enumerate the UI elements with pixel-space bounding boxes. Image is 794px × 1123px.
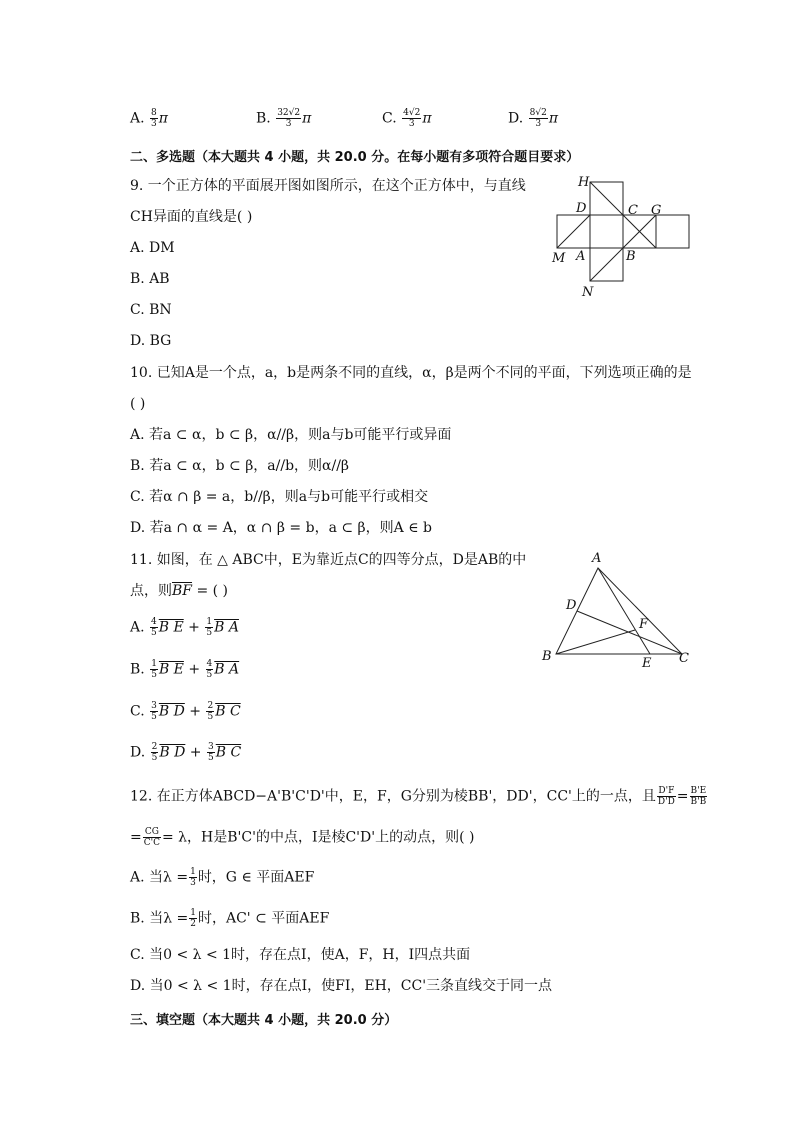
q9-stem-line1: 9. 一个正方体的平面展开图如图所示，在这个正方体中，与直线 xyxy=(130,178,526,194)
q8-option-a: A. $\frac{8}{3}$ π xyxy=(130,108,168,129)
section-2-heading: 二、多选题（本大题共 4 小题，共 20.0 分。在每小题有多项符合题目要求） xyxy=(130,150,580,165)
label-a: A xyxy=(576,249,586,264)
q9-option-d: D. BG xyxy=(130,333,172,349)
q9-option-c: C. BN xyxy=(130,302,172,318)
q10-option-b: B. 若a ⊂ α，b ⊂ β，a//b，则α//β xyxy=(130,458,350,474)
q11-option-d: D. $\frac{2}{5}$ B D + $\frac{3}{5}$ B C xyxy=(130,742,242,763)
q8-option-c: C. $\frac{4√2}{3}$ π xyxy=(382,108,432,129)
q10-stem-line1: 10. 已知A是一个点，a，b是两条不同的直线，α，β是两个不同的平面，下列选项正确的是 xyxy=(130,365,692,381)
q12-stem-line1: 12. 在正方体ABCD−A'B'C'D'中，E，F，G分别为棱BB'，DD'，CC'上的一点，且 $\frac{D'F}{D'D}$ = $\frac{B'E}{B'B}$ xyxy=(130,786,707,807)
label-d: D xyxy=(566,598,577,613)
section-3-heading: 三、填空题（本大题共 4 小题，共 20.0 分） xyxy=(130,1013,398,1028)
label-b: B xyxy=(626,249,636,264)
q11-option-c: C. $\frac{3}{5}$ B D + $\frac{2}{5}$ B C xyxy=(130,701,241,722)
label-f: F xyxy=(639,617,649,632)
label-h: H xyxy=(578,175,590,190)
q11-stem-line1: 11. 如图，在 △ ABC中，E为靠近点C的四等分点，D是AB的中 xyxy=(130,552,527,568)
label-d: D xyxy=(576,201,587,216)
q10-stem-line2: ( ) xyxy=(130,396,146,412)
label-e: E xyxy=(642,656,652,671)
q11-stem-line2: 点，则$\overline{BF}$ = ( ) xyxy=(130,583,229,599)
label-m: M xyxy=(552,251,566,266)
label-a: A xyxy=(592,551,602,566)
q12-option-a: A. 当λ = $\frac{1}{3}$ 时，G ∈ 平面AEF xyxy=(130,867,315,888)
q12-option-c: C. 当0 < λ < 1时，存在点I，使A，F，H，I四点共面 xyxy=(130,947,471,963)
label-g: G xyxy=(651,203,662,218)
q10-option-a: A. 若a ⊂ α，b ⊂ β，α//β，则a与b可能平行或异面 xyxy=(130,427,452,443)
q8-option-b: B. $\frac{32√2}{3}$ π xyxy=(256,108,312,129)
label-c: C xyxy=(679,651,689,666)
label-n: N xyxy=(582,285,594,300)
q12-stem-line2: = $\frac{CG}{C'C}$ = λ，H是B'C'的中点，I是棱C'D'上的动点，则( ) xyxy=(130,827,475,848)
triangle-figure xyxy=(536,546,696,672)
q8-option-d: D. $\frac{8√2}{3}$ π xyxy=(508,108,559,129)
q11-option-b: B. $\frac{1}{5}$ B E + $\frac{4}{5}$ B A xyxy=(130,659,240,680)
q9-stem-line2: CH异面的直线是( ) xyxy=(130,209,253,225)
q9-option-a: A. DM xyxy=(130,240,175,256)
q9-option-b: B. AB xyxy=(130,271,170,287)
label-b: B xyxy=(542,649,552,664)
cube-net-figure xyxy=(548,172,698,300)
q12-option-b: B. 当λ = $\frac{1}{2}$ 时，AC' ⊂ 平面AEF xyxy=(130,908,330,929)
label-c: C xyxy=(628,203,638,218)
q10-option-c: C. 若α ∩ β = a，b//β，则a与b可能平行或相交 xyxy=(130,489,429,505)
q10-option-d: D. 若a ∩ α = A，α ∩ β = b，a ⊂ β，则A ∈ b xyxy=(130,520,432,536)
q12-option-d: D. 当0 < λ < 1时，存在点I，使FI，EH，CC'三条直线交于同一点 xyxy=(130,978,553,994)
q11-option-a: A. $\frac{4}{5}$ B E + $\frac{1}{5}$ B A xyxy=(130,617,239,638)
